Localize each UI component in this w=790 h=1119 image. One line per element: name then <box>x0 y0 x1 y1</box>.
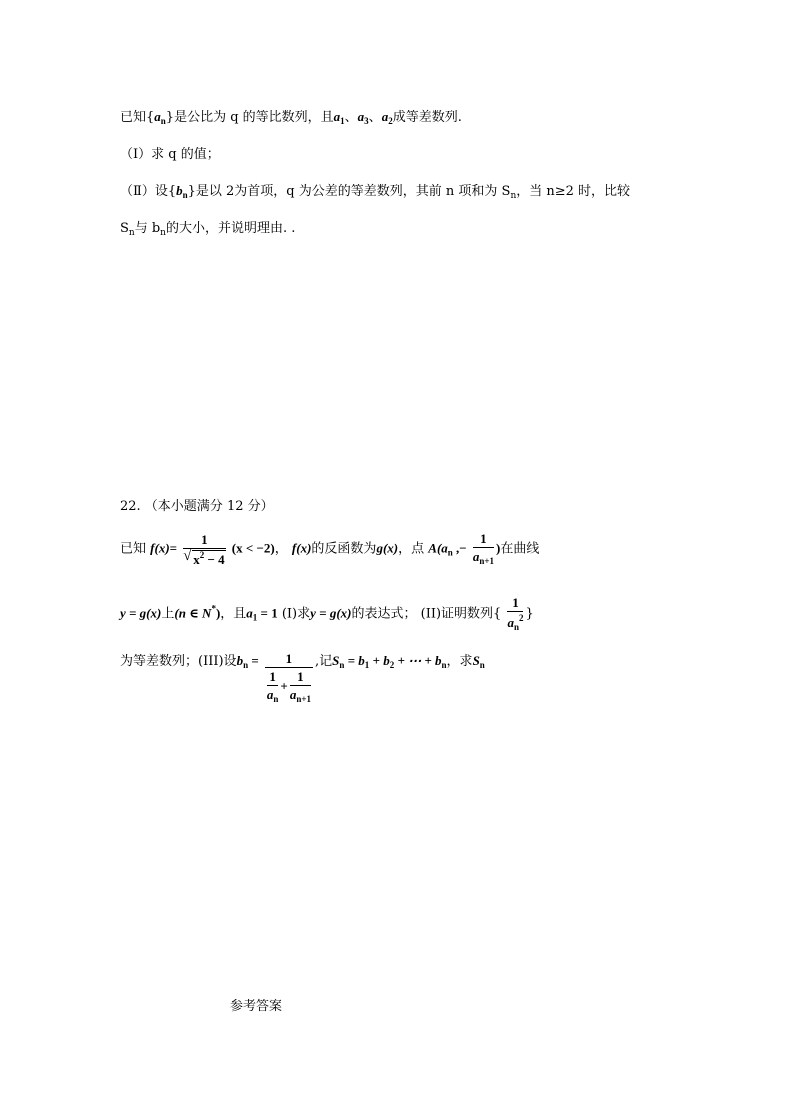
bn-fraction: 1 $\frac{1}{a_n}$ + $\frac{1}{a_{n+1}}$ <box>266 651 311 704</box>
problem22-line3: 为等差数列；(III)设$b_n$ = 1 $\frac{1}{a_n}$ + $\frac{1}{a_{n+1}}$ ,记$S_n = b_1 + b_2$ + ⋯ + $b_n$，求$S_n$ <box>120 651 485 704</box>
problem22-line2: y = g(x)上(n ∈ N*)，且$a_1 = 1$ (I)求y = g(x)的表达式； (II)证明数列{ $\frac{1}{a_n^2}$ } <box>120 595 534 632</box>
bn-inner-fraction-2: $\frac{1}{a_{n+1}}$ <box>289 669 311 704</box>
problem22-line1: 已知 f(x)= 1 √ $x^2 - 4$ (x < −2)， f(x)的反函数为g(x)，点 $A(a_n$ ,− $\frac{1}{a_{n+1}}$ )在曲线 <box>120 532 539 566</box>
problem21-part2-line1: （Ⅱ）设$\{b_n\}$是以 2为首项，q 为公差的等差数列，其前 n 项和为 $S_n$，当 n≥2 时，比较 <box>120 183 631 201</box>
reciprocal-square-fraction: $\frac{1}{a_n^2}$ <box>507 595 524 632</box>
problem21-part2-line2: $S_n$与 $b_n$的大小，并说明理由. . <box>120 221 296 238</box>
bn-inner-fraction-1: $\frac{1}{a_n}$ <box>266 669 279 704</box>
problem21-part1: （Ⅰ）求 q 的值； <box>120 147 220 162</box>
point-fraction: $\frac{1}{a_{n+1}}$ <box>472 531 494 566</box>
sqrt-symbol: √ $x^2 - 4$ <box>183 551 225 566</box>
answer-heading: 参考答案 <box>230 999 283 1014</box>
problem22-header: 22. （本小题满分 12 分） <box>120 499 274 514</box>
problem21-statement: 已知$\{a_n\}$是公比为 q 的等比数列，且$a_1$、$a_3$、$a_2$成等差数列. <box>120 109 462 126</box>
fx-fraction: 1 √ $x^2 - 4$ <box>183 533 225 566</box>
